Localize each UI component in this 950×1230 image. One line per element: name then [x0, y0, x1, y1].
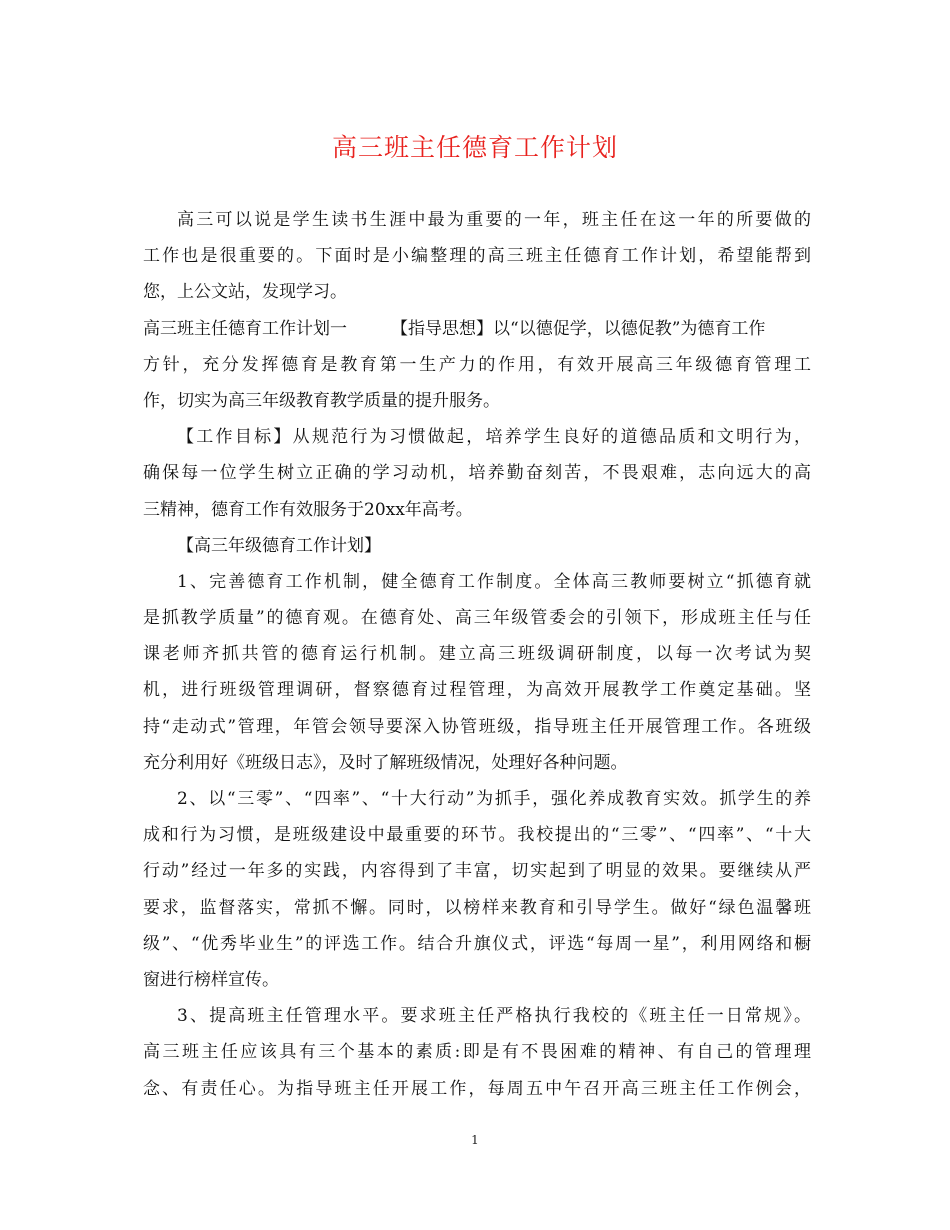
text-line: 3、提高班主任管理水平。要求班主任严格执行我校的《班主任一日常规》。	[177, 1006, 811, 1027]
document-title: 高三班主任德育工作计划	[331, 133, 618, 162]
text-line: 是抓教学质量”的德育观。在德育处、高三年级管委会的引领下，形成班主任与任	[143, 608, 811, 629]
text-line: 1、完善德育工作机制，健全德育工作制度。全体高三教师要树立“抓德育就	[177, 571, 811, 592]
text-line: 【工作目标】从规范行为习惯做起，培养学生良好的道德品质和文明行为，	[177, 427, 811, 448]
text-line: 三精神，德育工作有效服务于20xx年高考。	[143, 499, 473, 520]
text-line: 念、有责任心。为指导班主任开展工作，每周五中午召开高三班主任工作例会，	[143, 1078, 811, 1099]
text-line: 高三可以说是学生读书生涯中最为重要的一年，班主任在这一年的所要做的	[177, 210, 811, 230]
text-line: 确保每一位学生树立正确的学习动机，培养勤奋刻苦，不畏艰难，志向远大的高	[143, 463, 811, 484]
text-line: 要求，监督落实，常抓不懈。同时，以榜样来教育和引导学生。做好“绿色温馨班	[143, 897, 811, 918]
text-line: 级”、“优秀毕业生”的评选工作。结合升旗仪式，评选“每周一星”，利用网络和橱	[143, 933, 811, 954]
text-line: 成和行为习惯，是班级建设中最重要的环节。我校提出的“三零”、“四率”、“十大	[143, 825, 811, 846]
text-line: 行动”经过一年多的实践，内容得到了丰富，切实起到了明显的效果。要继续从严	[143, 861, 811, 882]
guiding-thought-text: 【指导思想】以“以德促学，以德促教”为德育工作	[391, 318, 766, 339]
text-line-combined	[143, 311, 811, 347]
text-line: 作，切实为高三年级教育教学质量的提升服务。	[143, 390, 500, 411]
text-line: 2、以“三零”、“四率”、“十大行动”为抓手，强化养成教育实效。抓学生的养	[177, 789, 811, 809]
section-heading-plan: 【高三年级德育工作计划】	[177, 535, 381, 556]
text-line: 方针，充分发挥德育是教育第一生产力的作用，有效开展高三年级德育管理工	[143, 354, 811, 375]
page-number: 1	[471, 1133, 479, 1147]
text-line: 充分利用好《班级日志》，及时了解班级情况，处理好各种问题。	[143, 752, 628, 773]
section-heading-plan-one: 高三班主任德育工作计划一	[143, 318, 347, 339]
text-line: 高三班主任应该具有三个基本的素质:即是有不畏困难的精神、有自己的管理理	[143, 1042, 811, 1063]
text-line: 持“走动式”管理，年管会领导要深入协管班级，指导班主任开展管理工作。各班级	[143, 716, 811, 737]
text-line: 课老师齐抓共管的德育运行机制。建立高三班级调研制度，以每一次考试为契	[143, 644, 811, 665]
text-line: 机，进行班级管理调研，督察德育过程管理，为高效开展教学工作奠定基础。坚	[143, 680, 811, 701]
text-line: 窗进行榜样宣传。	[143, 969, 279, 990]
text-line: 工作也是很重要的。下面时是小编整理的高三班主任德育工作计划，希望能帮到	[143, 246, 811, 267]
document-body	[143, 202, 811, 1107]
text-line: 您，上公文站，发现学习。	[143, 282, 347, 303]
